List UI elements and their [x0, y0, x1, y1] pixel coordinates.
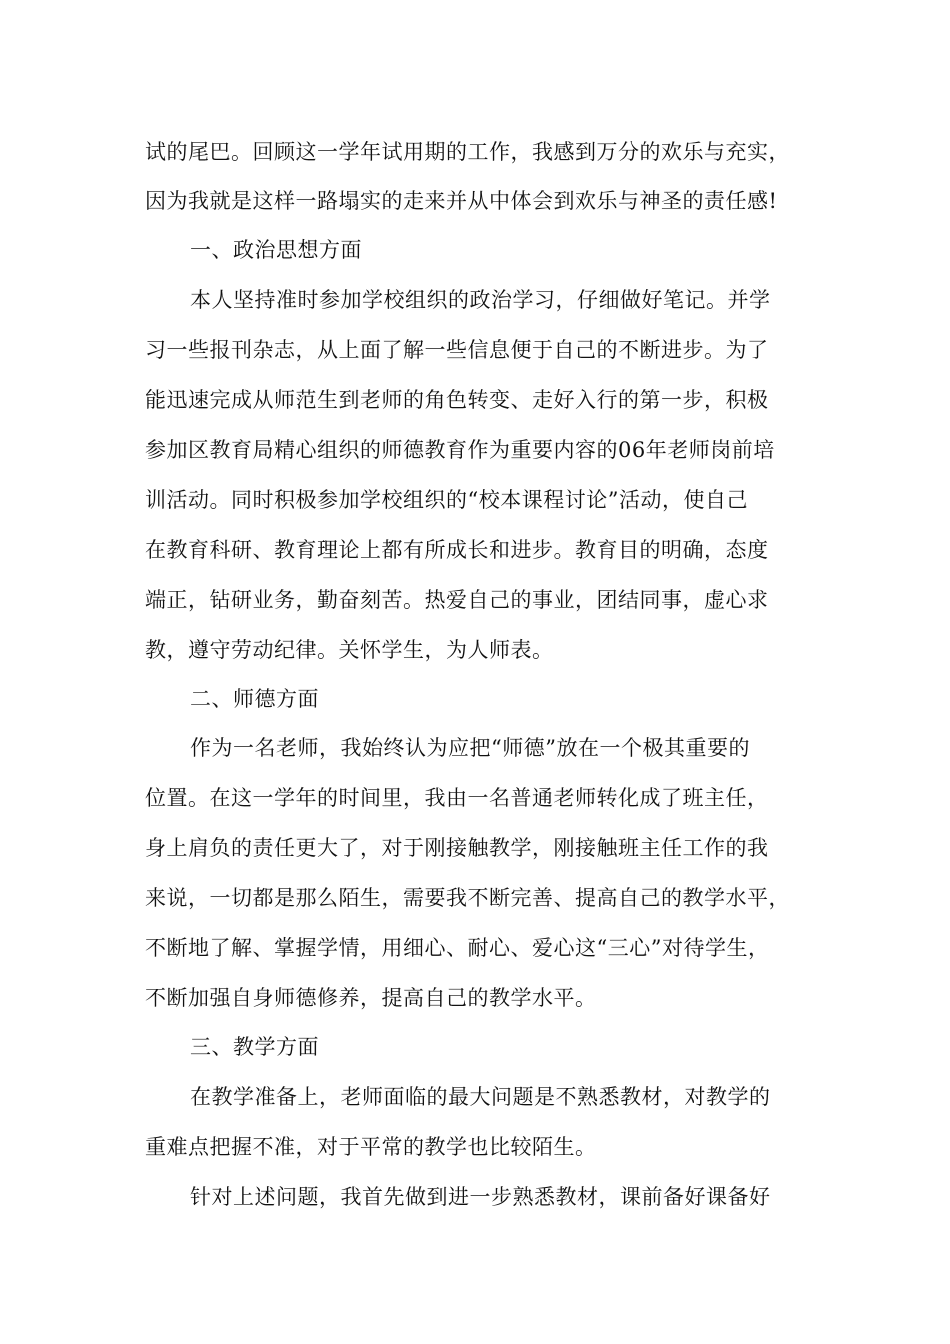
- section-heading-teaching: 三、教学方面: [190, 1035, 319, 1059]
- text-line: 因为我就是这样一路塌实的走来并从中体会到欢乐与神圣的责任感!: [145, 189, 778, 213]
- text-line: 针对上述问题，我首先做到进一步熟悉教材，课前备好课备好: [190, 1185, 771, 1209]
- text-line: 习一些报刊杂志，从上面了解一些信息便于自己的不断进步。为了: [145, 338, 769, 362]
- text-line: 试的尾巴。回顾这一学年试用期的工作，我感到万分的欢乐与充实，: [145, 140, 790, 164]
- text-line: 端正，钻研业务，勤奋刻苦。热爱自己的事业，团结同事，虚心求: [145, 588, 769, 612]
- text-line: 重难点把握不准，对于平常的教学也比较陌生。: [145, 1135, 597, 1159]
- text-line: 不断加强自身师德修养，提高自己的教学水平。: [145, 986, 597, 1010]
- text-line: 作为一名老师，我始终认为应把“师德”放在一个极其重要的: [190, 736, 750, 760]
- text-line: 身上肩负的责任更大了，对于刚接触教学，刚接触班主任工作的我: [145, 836, 769, 860]
- text-line: 参加区教育局精心组织的师德教育作为重要内容的06年老师岗前培: [145, 438, 775, 462]
- text-line: 来说，一切都是那么陌生，需要我不断完善、提高自己的教学水平，: [145, 886, 790, 910]
- text-line: 不断地了解、掌握学情，用细心、耐心、爱心这“三心”对待学生，: [145, 936, 770, 960]
- text-line: 本人坚持准时参加学校组织的政治学习，仔细做好笔记。并学: [190, 288, 771, 312]
- text-line: 能迅速完成从师范生到老师的角色转变、走好入行的第一步，积极: [145, 388, 769, 412]
- text-line: 在教育科研、教育理论上都有所成长和进步。教育目的明确，态度: [145, 538, 769, 562]
- section-heading-ethics: 二、师德方面: [190, 687, 319, 711]
- section-heading-political: 一、政治思想方面: [190, 238, 362, 262]
- text-line: 在教学准备上，老师面临的最大问题是不熟悉教材，对教学的: [190, 1085, 771, 1109]
- text-line: 位置。在这一学年的时间里，我由一名普通老师转化成了班主任，: [145, 786, 769, 810]
- text-line: 训活动。同时积极参加学校组织的“校本课程讨论”活动，使自己: [145, 488, 748, 512]
- text-line: 教，遵守劳动纪律。关怀学生，为人师表。: [145, 638, 554, 662]
